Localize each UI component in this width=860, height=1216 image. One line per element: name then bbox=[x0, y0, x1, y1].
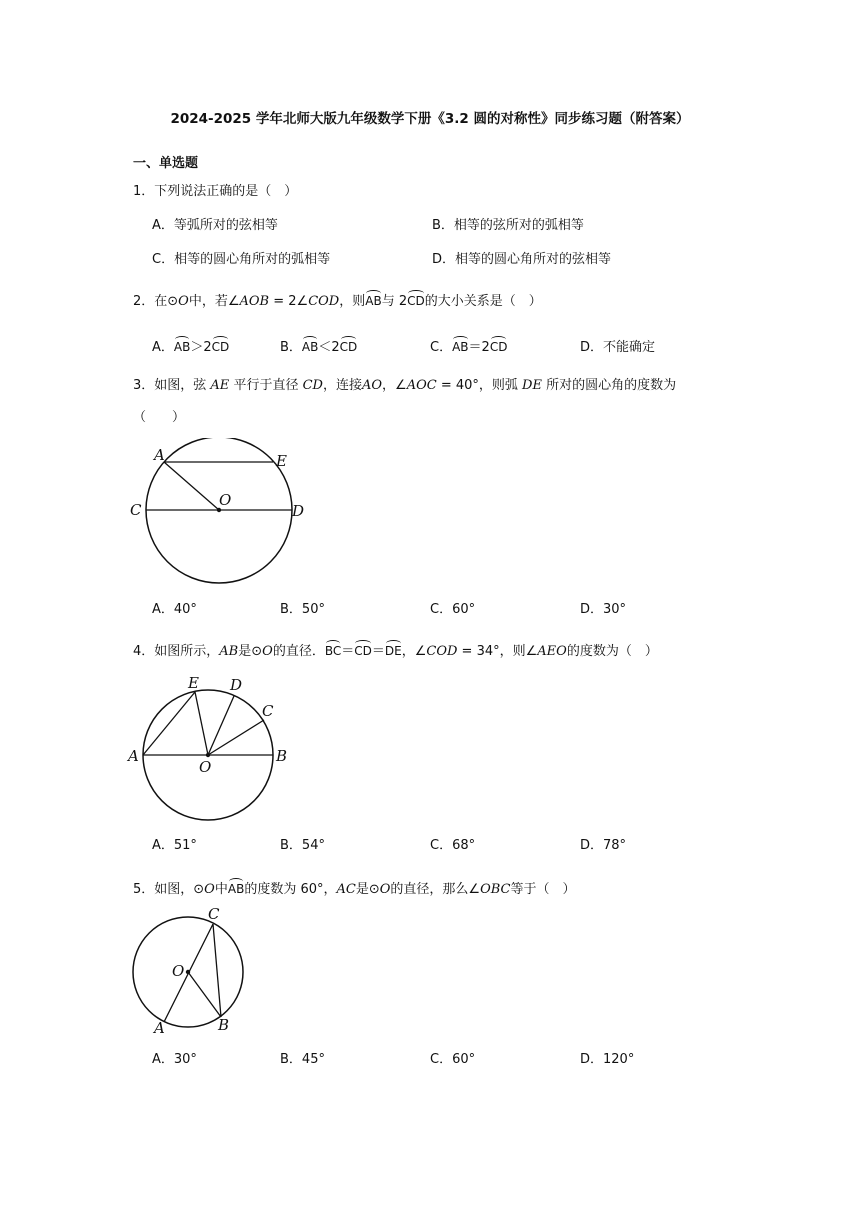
q2-option-a: A．AB＞2CD bbox=[152, 336, 229, 355]
q5-option-c: C．60° bbox=[430, 1052, 476, 1067]
q5-label-c: C bbox=[208, 906, 220, 923]
q4-option-d: D．78° bbox=[580, 838, 627, 853]
question-5-stem: 5．如图，⊙O中AB的度数为 60°，AC是⊙O的直径，那么∠OBC等于（ ） bbox=[133, 878, 576, 897]
q3-label-o: O bbox=[219, 491, 232, 509]
q5-label-a: A bbox=[154, 1019, 165, 1036]
arc-cd: CD bbox=[407, 291, 425, 308]
q4-label-e: E bbox=[188, 674, 199, 692]
q2-option-d: D．不能确定 bbox=[580, 340, 656, 355]
q5-option-d: D．120° bbox=[580, 1052, 635, 1067]
q3-label-d: D bbox=[292, 502, 305, 520]
q4-label-o: O bbox=[199, 758, 212, 776]
q5-segment-ob bbox=[188, 972, 221, 1017]
q1-option-b: B．相等的弦所对的弧相等 bbox=[432, 218, 584, 233]
q1-option-d: D．相等的圆心角所对的弦相等 bbox=[432, 252, 612, 267]
question-3-stem-line2: （ ） bbox=[133, 410, 186, 425]
q5-option-a: A．30° bbox=[152, 1052, 197, 1067]
q3-label-c: C bbox=[130, 501, 142, 519]
q4-option-c: C．68° bbox=[430, 838, 476, 853]
q4-center-dot bbox=[206, 753, 210, 757]
q5-label-o: O bbox=[172, 962, 185, 980]
q4-option-a: A．51° bbox=[152, 838, 197, 853]
q4-option-b: B．54° bbox=[280, 838, 325, 853]
question-2-stem: 2．在⊙O中，若∠AOB = 2∠COD，则AB与 2CD的大小关系是（ ） bbox=[133, 290, 542, 309]
q3-option-b: B．50° bbox=[280, 602, 325, 617]
q4-segment-oe bbox=[195, 692, 208, 755]
q1-option-a: A．等弧所对的弦相等 bbox=[152, 218, 278, 233]
q5-center-dot bbox=[186, 970, 190, 974]
q5-option-b: B．45° bbox=[280, 1052, 325, 1067]
q5-circle-figure bbox=[124, 906, 264, 1036]
q4-label-a: A bbox=[128, 747, 139, 765]
question-1-stem: 1．下列说法正确的是（ ） bbox=[133, 184, 298, 199]
q1-option-c: C．相等的圆心角所对的弧相等 bbox=[152, 252, 331, 267]
q4-label-b: B bbox=[276, 747, 288, 765]
q3-option-d: D．30° bbox=[580, 602, 627, 617]
q4-label-c: C bbox=[262, 702, 274, 720]
q3-label-a: A bbox=[154, 446, 165, 464]
q2-option-c: C．AB＝2CD bbox=[430, 336, 507, 355]
question-4-stem: 4．如图所示，AB是⊙O的直径．BC＝CD＝DE，∠COD = 34°，则∠AEO的度数为（ ） bbox=[133, 640, 658, 659]
q3-segment-ao bbox=[164, 462, 219, 510]
q3-label-e: E bbox=[276, 452, 287, 470]
q4-label-d: D bbox=[230, 676, 243, 694]
q3-option-c: C．60° bbox=[430, 602, 476, 617]
page-title: 2024-2025 学年北师大版九年级数学下册《3.2 圆的对称性》同步练习题（附答案） bbox=[170, 111, 690, 127]
question-3-stem: 3．如图，弦 AE 平行于直径 CD，连接AO，∠AOC = 40°，则弧 DE 所对的圆心角的度数为 bbox=[133, 378, 677, 393]
section-heading: 一、单选题 bbox=[133, 156, 199, 171]
q2-option-b: B．AB＜2CD bbox=[280, 336, 357, 355]
q3-option-a: A．40° bbox=[152, 602, 197, 617]
q4-circle-figure bbox=[124, 672, 304, 822]
arc-ab: AB bbox=[365, 291, 381, 308]
q5-label-b: B bbox=[218, 1016, 230, 1034]
q5-segment-cb bbox=[213, 924, 221, 1017]
q3-circle-figure bbox=[124, 438, 324, 588]
